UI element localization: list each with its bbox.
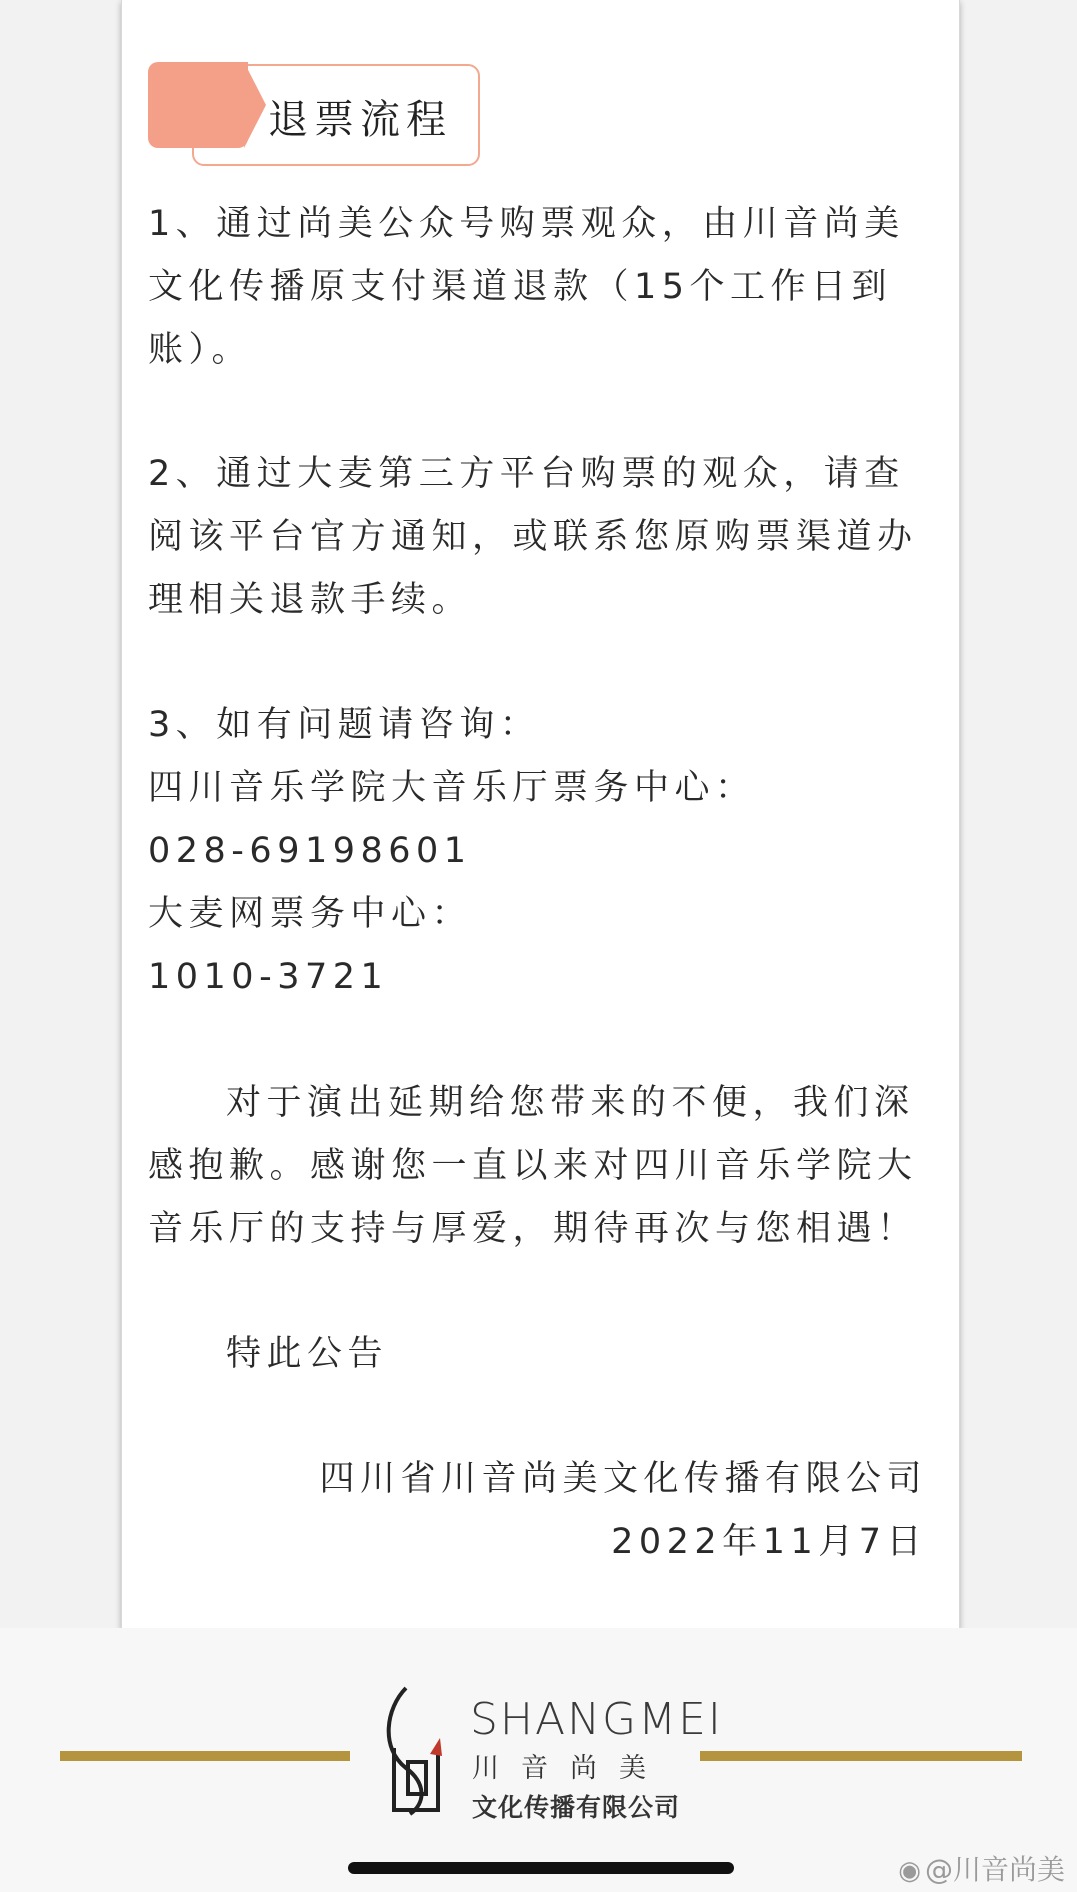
weibo-icon: ◉: [898, 1856, 921, 1886]
signature-date: 2022年11月7日: [611, 1522, 927, 1562]
brand-company: 文化传播有限公司: [472, 1793, 681, 1822]
title-accent-block: [148, 62, 248, 148]
brand-english: SHANGMEI: [470, 1694, 723, 1745]
contact-1-label: 四川音乐学院大音乐厅票务中心：: [148, 768, 756, 808]
apology-paragraph: 对于演出延期给您带来的不便，我们深感抱歉。感谢您一直以来对四川音乐学院大音乐厅的支持与厚爱，期待再次与您相遇！: [148, 1083, 918, 1249]
paragraph-1: 1、通过尚美公众号购票观众，由川音尚美文化传播原支付渠道退款（15个工作日到账）。: [148, 204, 905, 370]
paragraph-3-heading: 3、如有问题请咨询：: [148, 705, 541, 745]
title-arrow-icon: [244, 62, 266, 148]
footer-bar-right: [700, 1751, 1022, 1761]
contact-2-label: 大麦网票务中心：: [148, 894, 473, 934]
paragraph-2: 2、通过大麦第三方平台购票的观众，请查阅该平台官方通知，或联系您原购票渠道办理相关退款手续。: [148, 454, 918, 620]
watermark-text: @川音尚美: [924, 1853, 1065, 1886]
notice-line: 特此公告: [226, 1334, 389, 1374]
section-title-badge: [148, 62, 480, 164]
contact-2-phone: 1010-3721: [148, 957, 389, 997]
shangmei-logo-icon: [376, 1678, 456, 1818]
signature-company: 四川省川音尚美文化传播有限公司: [319, 1459, 927, 1499]
notice-card: [121, 0, 960, 1629]
home-indicator[interactable]: [348, 1862, 734, 1874]
contact-1-phone: 028-69198601: [148, 831, 472, 871]
brand-chinese: 川音尚美: [472, 1753, 668, 1784]
footer-bar-left: [60, 1751, 350, 1761]
watermark: [898, 1848, 1065, 1888]
footer: [0, 1628, 1077, 1892]
section-title: 退票流程: [268, 97, 452, 143]
